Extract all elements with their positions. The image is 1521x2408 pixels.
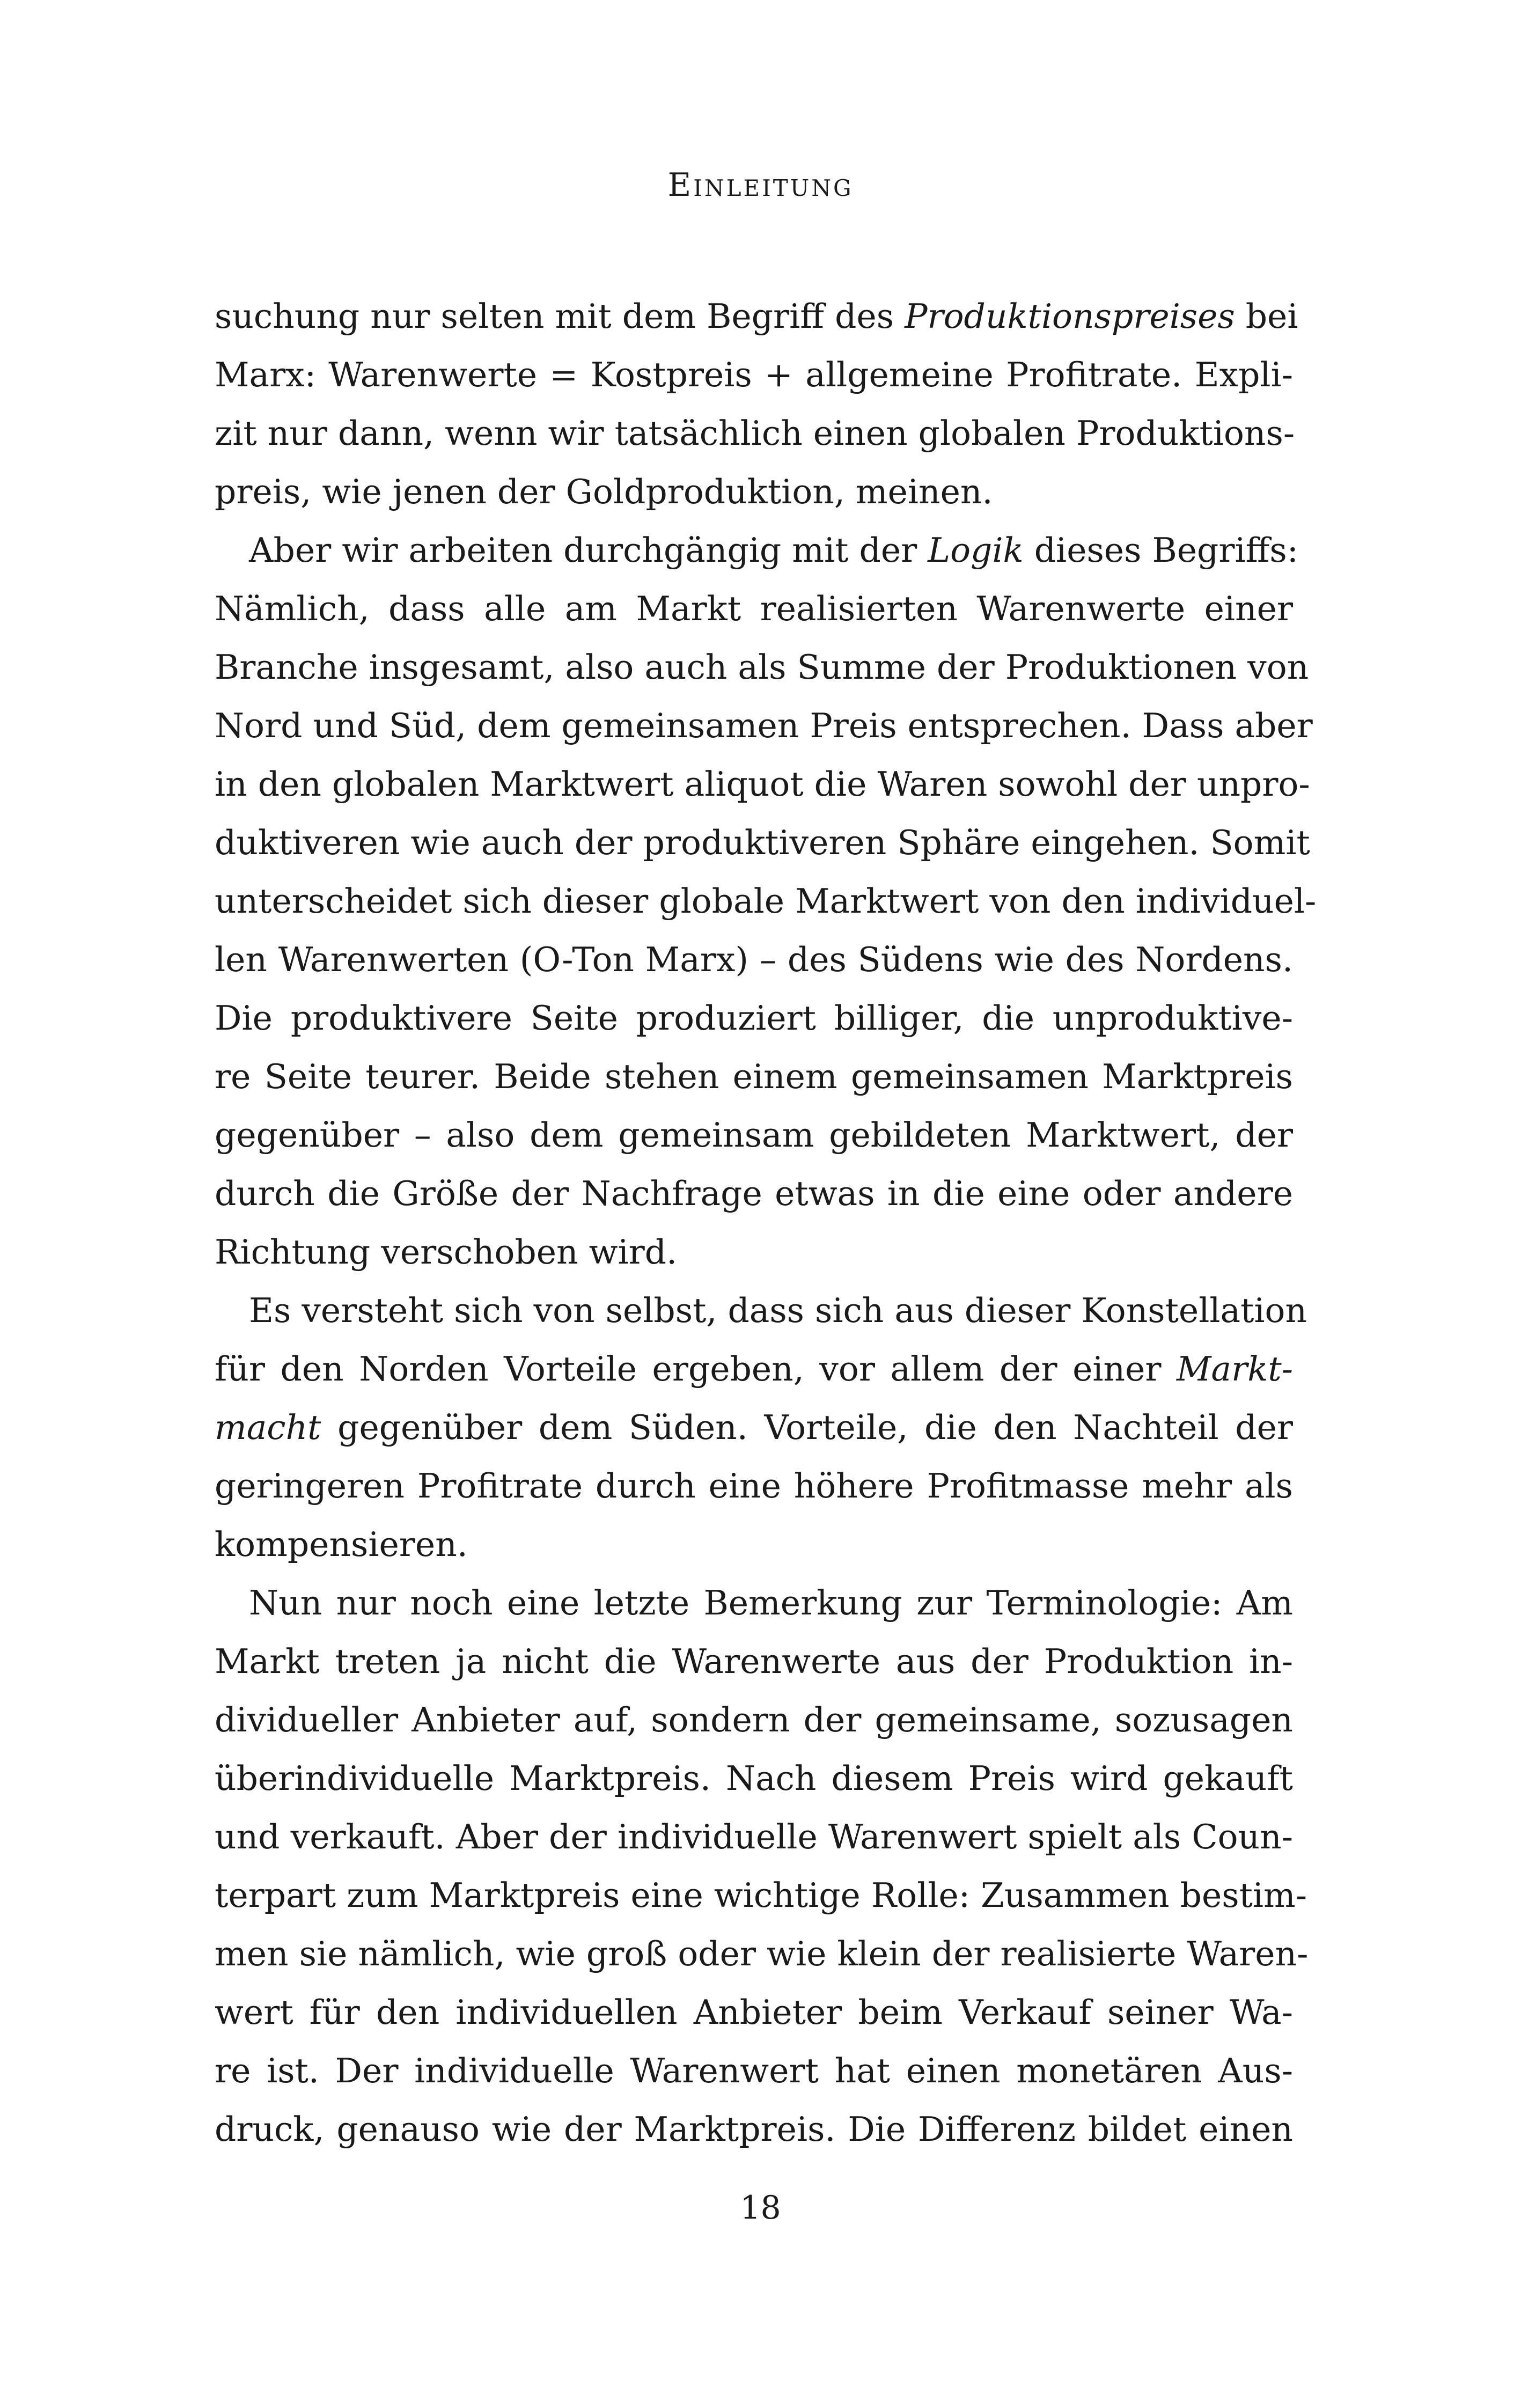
text-line [215,989,1293,1047]
text-line [215,1691,1293,1749]
text-run: unterscheidet sich dieser globale Marktwert von den individuel- [215,882,1317,921]
text-run: kompensieren. [215,1525,468,1564]
text-line [215,1106,1293,1164]
text-line [215,1340,1293,1398]
text-line [215,1632,1293,1691]
text-line [215,1808,1293,1866]
text-line [215,579,1293,638]
emphasis-text: Produktionspreises [905,297,1235,336]
text-run: Richtung verschoben wird. [215,1232,678,1272]
text-line [215,2100,1293,2159]
text-run: Die produktivere Seite produziert billiger, die unproduktive- [215,999,1293,1038]
text-line [215,1398,1293,1457]
text-line [215,404,1293,462]
text-line [215,1457,1293,1515]
text-line [215,1983,1293,2042]
text-run: druck, genauso wie der Marktpreis. Die Differenz bildet einen [215,2110,1293,2149]
text-line [215,872,1317,930]
text-run: terpart zum Marktpreis eine wichtige Rolle: Zusammen bestim- [215,1876,1307,1915]
text-line [215,462,1293,521]
text-line [215,1925,1309,1983]
text-line [215,696,1313,755]
text-run: Nord und Süd, dem gemeinsamen Preis entsprechen. Dass aber [215,706,1313,745]
text-run: Aber wir arbeiten durchgängig mit der [249,531,928,570]
body-text [215,287,1317,2159]
text-run: überindividuelle Marktpreis. Nach diesem Preis wird gekauft [215,1759,1293,1798]
text-run: re Seite teurer. Beide stehen einem gemeinsamen Marktpreis [215,1057,1293,1096]
text-run: zit nur dann, wenn wir tatsächlich einen globalen Produktions- [215,414,1295,453]
text-run: len Warenwerten (O-Ton Marx) – des Südens wie des Nordens. [215,940,1293,979]
text-line [215,1164,1293,1223]
text-run: wert für den individuellen Anbieter beim Verkauf seiner Wa- [215,1993,1293,2032]
text-run: bei [1235,297,1298,336]
text-run: in den globalen Marktwert aliquot die Waren sowohl der unpro- [215,765,1310,804]
text-line [215,1223,1293,1281]
text-line [215,930,1293,989]
text-line [215,1515,1293,1574]
text-line [215,1866,1307,1925]
text-line [215,1281,1307,1340]
text-run: re ist. Der individuelle Warenwert hat einen monetären Aus- [215,2051,1293,2090]
text-run: gegenüber dem Süden. Vorteile, die den Nachteil der [321,1408,1293,1447]
text-run: Nämlich, dass alle am Markt realisierten Warenwerte einer [215,589,1293,628]
emphasis-text: Markt- [1177,1349,1293,1389]
text-run: dividueller Anbieter auf, sondern der gemeinsame, sozusagen [215,1700,1293,1739]
text-line [215,521,1298,579]
text-run: durch die Größe der Nachfrage etwas in die eine oder andere [215,1174,1293,1213]
text-line [215,1749,1293,1808]
emphasis-text: macht [215,1408,321,1447]
text-line [215,287,1298,346]
text-run: suchung nur selten mit dem Begriff des [215,297,905,336]
text-line [215,2042,1293,2100]
text-run: preis, wie jenen der Goldproduktion, meinen. [215,472,993,511]
text-run: für den Norden Vorteile ergeben, vor allem der einer [215,1349,1177,1389]
text-run: Markt treten ja nicht die Warenwerte aus der Produktion in- [215,1642,1293,1681]
page-number: 18 [740,2189,781,2227]
text-line [215,755,1310,813]
text-run: Marx: Warenwerte = Kostpreis + allgemeine Profitrate. Expli- [215,355,1293,394]
emphasis-text: Logik [928,531,1024,570]
text-run: Nun nur noch eine letzte Bemerkung zur Terminologie: Am [249,1583,1293,1623]
text-run: men sie nämlich, wie groß oder wie klein der realisierte Waren- [215,1934,1309,1973]
text-run: und verkauft. Aber der individuelle Warenwert spielt als Coun- [215,1817,1293,1856]
text-line [215,1574,1293,1632]
text-run: geringeren Profitrate durch eine höhere Profitmasse mehr als [215,1466,1293,1506]
text-line [215,813,1310,872]
text-line [215,1047,1293,1106]
text-run: duktiveren wie auch der produktiveren Sphäre eingehen. Somit [215,823,1310,862]
text-line [215,346,1293,404]
text-run: Es versteht sich von selbst, dass sich aus dieser Konstellation [249,1291,1307,1330]
text-run: Branche insgesamt, also auch als Summe der Produktionen von [215,648,1309,687]
text-run: dieses Begriffs: [1023,531,1298,570]
running-head: Einleitung [667,166,854,204]
text-line [215,638,1309,696]
text-run: gegenüber – also dem gemeinsam gebildeten Marktwert, der [215,1115,1293,1155]
